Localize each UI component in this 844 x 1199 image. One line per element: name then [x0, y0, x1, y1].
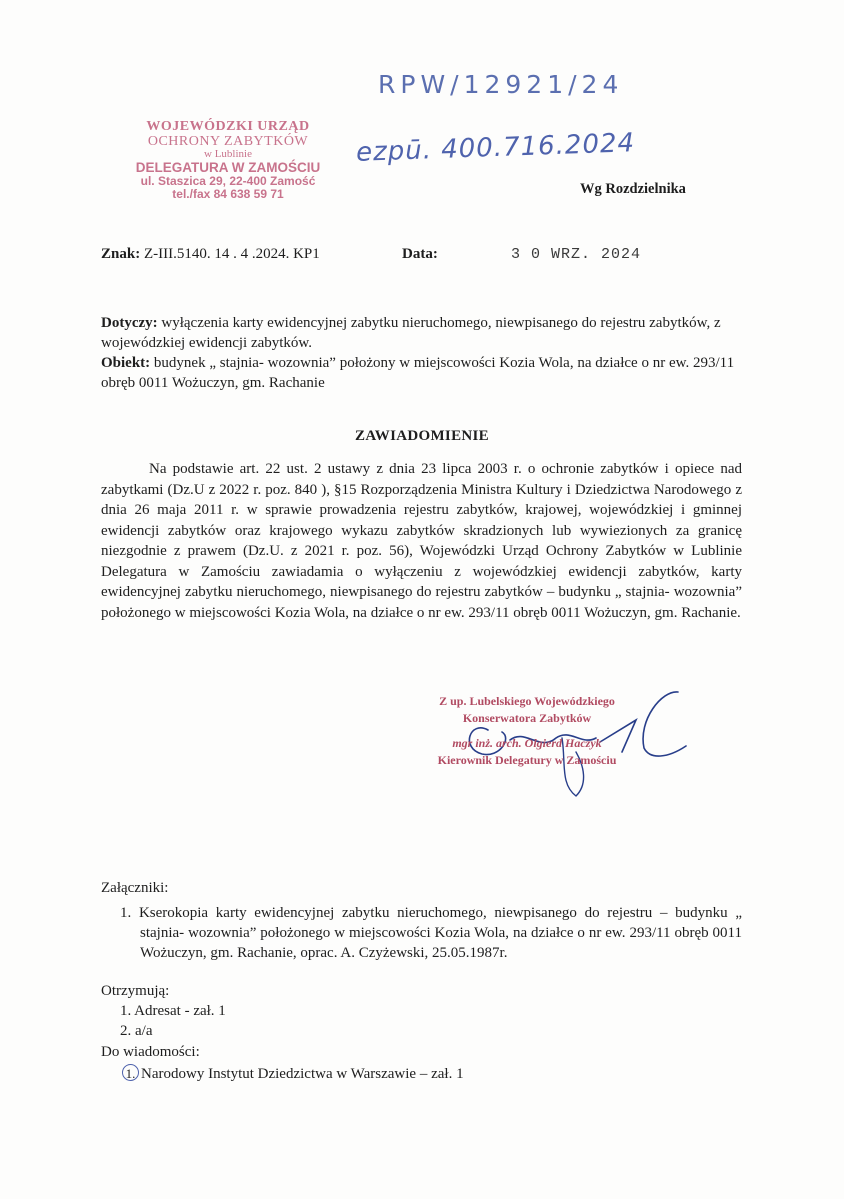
dotyczy-text: wyłączenia karty ewidencyjnej zabytku nieruchomego, niewpisanego do rejestru zabytków, z wojewódzkiej ewidencji zabytków. — [101, 315, 721, 351]
znak-value: Z-III.5140. 14 . 4 .2024. KP1 — [143, 246, 320, 262]
stamp-line-4: DELEGATURA W ZAMOŚCIU — [135, 159, 321, 175]
signature-line-2: Konserwatora Zabytków — [462, 711, 592, 725]
stamp-line-2: OCHRONY ZABYTKÓW — [147, 133, 309, 149]
dotyczy-label: Dotyczy: — [101, 315, 158, 331]
recipient-item: 2. a/a — [120, 1023, 153, 1039]
for-information-item — [122, 1064, 464, 1083]
subject-obiekt — [101, 353, 743, 393]
attachment-item: 1. Kserokopia karty ewidencyjnej zabytku nieruchomego, niewpisanego do rejestru – budynku „ stajnia- wozownia” położonego w miejscowości Kozia Wola, na działce o nr ew. 293/11 obręb 0011 Wożuczyn, gm. Rachanie, oprac. A. Czyżewski, 25.05.1987r. — [120, 905, 742, 961]
notice-heading: ZAWIADOMIENIE — [355, 428, 489, 444]
circled-number: 1. — [122, 1064, 139, 1081]
subject-dotyczy — [101, 313, 743, 353]
handwritten-reference: ezpū. 400.716.2024 — [355, 128, 636, 168]
rpw-registration-number: RPW/12921/24 — [378, 70, 624, 99]
stamp-line-3: w Lublinie — [204, 148, 252, 161]
stamp-line-1: WOJEWÓDZKI URZĄD — [146, 119, 310, 134]
signature-line-4: Kierownik Delegatury w Zamościu — [437, 753, 617, 767]
znak-label: Znak: — [101, 246, 141, 262]
date-label: Data: — [402, 246, 438, 262]
signature-name: mgr inż. arch. Olgierd Haczyk — [452, 736, 602, 750]
stamp-line-5: ul. Staszica 29, 22-400 Zamość — [140, 174, 316, 189]
reference-sign — [101, 246, 320, 263]
stamp-line-6: tel./fax 84 638 59 71 — [172, 186, 284, 201]
obiekt-text: budynek „ stajnia- wozownia” położony w miejscowości Kozia Wola, na działce o nr ew. 293/11 obręb 0011 Wożuczyn, gm. Rachanie — [101, 355, 735, 391]
distribution-note: Wg Rozdzielnika — [580, 181, 686, 197]
for-information-text: Narodowy Instytut Dziedzictwa w Warszawie – zał. 1 — [141, 1066, 464, 1082]
subject-block — [101, 313, 743, 393]
recipients-label: Otrzymują: — [101, 983, 170, 999]
for-information-label: Do wiadomości: — [101, 1044, 200, 1060]
signature-line-1: Z up. Lubelskiego Wojewódzkiego — [439, 694, 615, 708]
signature-block — [422, 693, 632, 769]
recipient-item: 1. Adresat - zał. 1 — [120, 1003, 226, 1019]
attachments-label: Załączniki: — [101, 880, 169, 896]
obiekt-label: Obiekt: — [101, 355, 151, 371]
date-stamp: 3 0 WRZ. 2024 — [511, 246, 642, 263]
notice-body: Na podstawie art. 22 ust. 2 ustawy z dnia 23 lipca 2003 r. o ochronie zabytków i opiece nad zabytkami (Dz.U z 2022 r. poz. 840 ), §15 Rozporządzenia Ministra Kultury i Dziedzictwa Narodowego z dnia 26 maja 2011 r. w sprawie prowadzenia rejestru zabytków, krajowej, wojewódzkiej i gminnej ewidencji zabytków oraz krajowego wykazu zabytków skradzionych lub wywiezionych za granicę niezgodnie z prawem (Dz.U. z 2021 r. poz. 56), Wojewódzki Urząd Ochrony Zabytków w Lublinie Delegatura w Zamościu zawiadamia o wyłączeniu z wojewódzkiej ewidencji zabytków, karty ewidencyjnej zabytku nieruchomego, niewpisanego do rejestru zabytków – budynku „ stajnia- wozownia” położonego w miejscowości Kozia Wola, na działce o nr ew. 293/11 obręb 0011 Wożuczyn, gm. Rachanie. — [101, 461, 742, 621]
office-stamp — [108, 120, 348, 200]
